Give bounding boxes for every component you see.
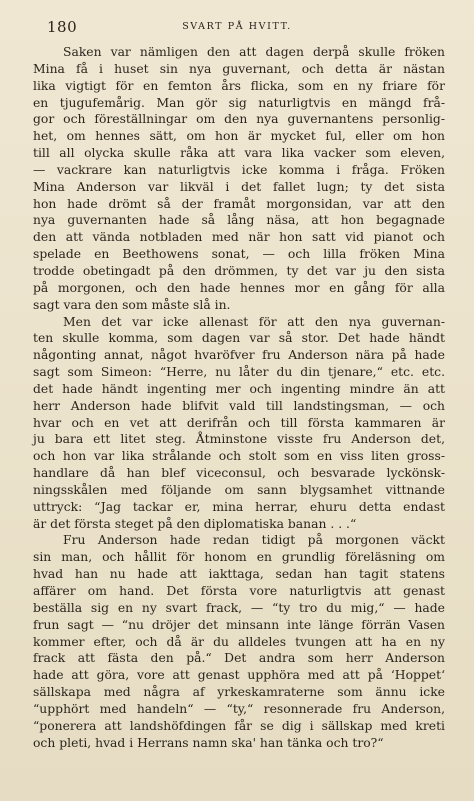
text-line: “upphört med handeln“ — “ty,“ resonnerade fru Anderson, (33, 701, 445, 716)
text-line: Mina Anderson var likväl i det fallet lugn; ty det sista (33, 179, 445, 194)
text-line: det hade händt ingenting mer och ingenting mindre än att (33, 381, 445, 396)
text-line: på morgonen, och den hade hennes mor en gång för alla (33, 280, 445, 295)
text-line: ju bara ett litet steg. Åtminstone visste fru Anderson det, (33, 432, 445, 447)
text-line: kommer efter, och då är du alldeles tvungen att ha en ny (33, 634, 445, 649)
text-line: lika vigtigt för en femton års flicka, som en ny friare för (33, 78, 445, 93)
text-line: Saken var nämligen den att dagen derpå skulle fröken (63, 45, 445, 59)
text-line: ningsskålen med följande om sann blygsamhet vittnande (33, 482, 445, 497)
page-number: 180 (47, 18, 78, 36)
body-text (33, 44, 445, 751)
text-line: Fru Anderson hade redan tidigt på morgonen väckt (63, 533, 445, 548)
text-line: är det första steget på den diplomatiska banan . . .“ (33, 516, 357, 531)
text-line: till all olycka skulle råka att vara lika vacker som eleven, (33, 146, 445, 161)
text-line: trodde obetingadt på den drömmen, ty det var ju den sista (33, 263, 445, 278)
text-line: spelade en Beethowens sonat, — och lilla fröken Mina (33, 247, 445, 262)
text-line: och pleti, hvad i Herrans namn ska' han tänka och tro?“ (33, 735, 384, 750)
text-line: uttryck: “Jag tackar er, mina herrar, ehuru detta endast (33, 499, 445, 514)
text-line: hvad han nu hade att iakttaga, sedan han tagit statens (33, 567, 445, 582)
text-line: ten skulle komma, som dagen var så stor. Det hade händt (33, 331, 445, 346)
text-line: den att vända notbladen med när hon satt vid pianot och (33, 230, 445, 245)
text-line: sällskapa med några af yrkeskamraterne som ännu icke (33, 685, 445, 700)
text-line: Men det var icke allenast för att den nya guvernan- (63, 314, 445, 329)
running-head: SVART PÅ HVITT. (182, 21, 292, 32)
text-line: nya guvernanten hade så lång näsa, att hon begagnade (33, 213, 445, 228)
text-line: “ponerera att landshöfdingen får se dig i sällskap med kreti (33, 718, 445, 733)
text-line: någonting annat, något hvaröfver fru Anderson nära på hade (33, 348, 445, 363)
text-line: hon hade drömt så der framåt morgonsidan, var att den (33, 196, 445, 211)
text-line: het, om hennes sätt, om hon är mycket ful, eller om hon (33, 129, 445, 144)
page-header (0, 18, 474, 40)
text-line: hade att göra, vore att genast upphöra med att på ‘Hoppet‘ (33, 668, 445, 683)
text-line: frun sagt — “nu dröjer det minsann inte länge förrän Vasen (33, 617, 445, 632)
text-line: herr Anderson hade blifvit vald till landstingsman, — och (33, 398, 445, 413)
text-line: en tjugufemårig. Man gör sig naturligtvis en mängd frå- (33, 95, 445, 110)
text-line: sin man, och hållit för honom en grundlig föreläsning om (33, 550, 445, 565)
text-line: gor och föreställningar om den nya guvernantens personlig- (33, 112, 445, 127)
text-line: hvar och en vet att derifrån och till första kammaren är (33, 415, 445, 430)
text-line: Mina få i huset sin nya guvernant, och detta är nästan (33, 61, 445, 76)
text-line: sagt vara den som måste slå in. (33, 297, 231, 312)
text-line: handlare då han blef viceconsul, och besvarade lyckönsk- (33, 466, 445, 481)
text-line: — vackrare kan naturligtvis icke komma i fråga. Fröken (33, 162, 445, 177)
text-line: affärer om hand. Det första vore naturligtvis att genast (33, 584, 445, 598)
text-line: frack att fästa den på.“ Det andra som herr Anderson (33, 651, 445, 666)
text-line: sagt som Simeon: “Herre, nu låter du din tjenare,“ etc. etc. (33, 365, 445, 380)
text-line: beställa sig en ny svart frack, — “ty tro du mig,“ — hade (33, 600, 445, 615)
text-line: och hon var lika strålande och stolt som en viss liten gross- (33, 449, 445, 464)
